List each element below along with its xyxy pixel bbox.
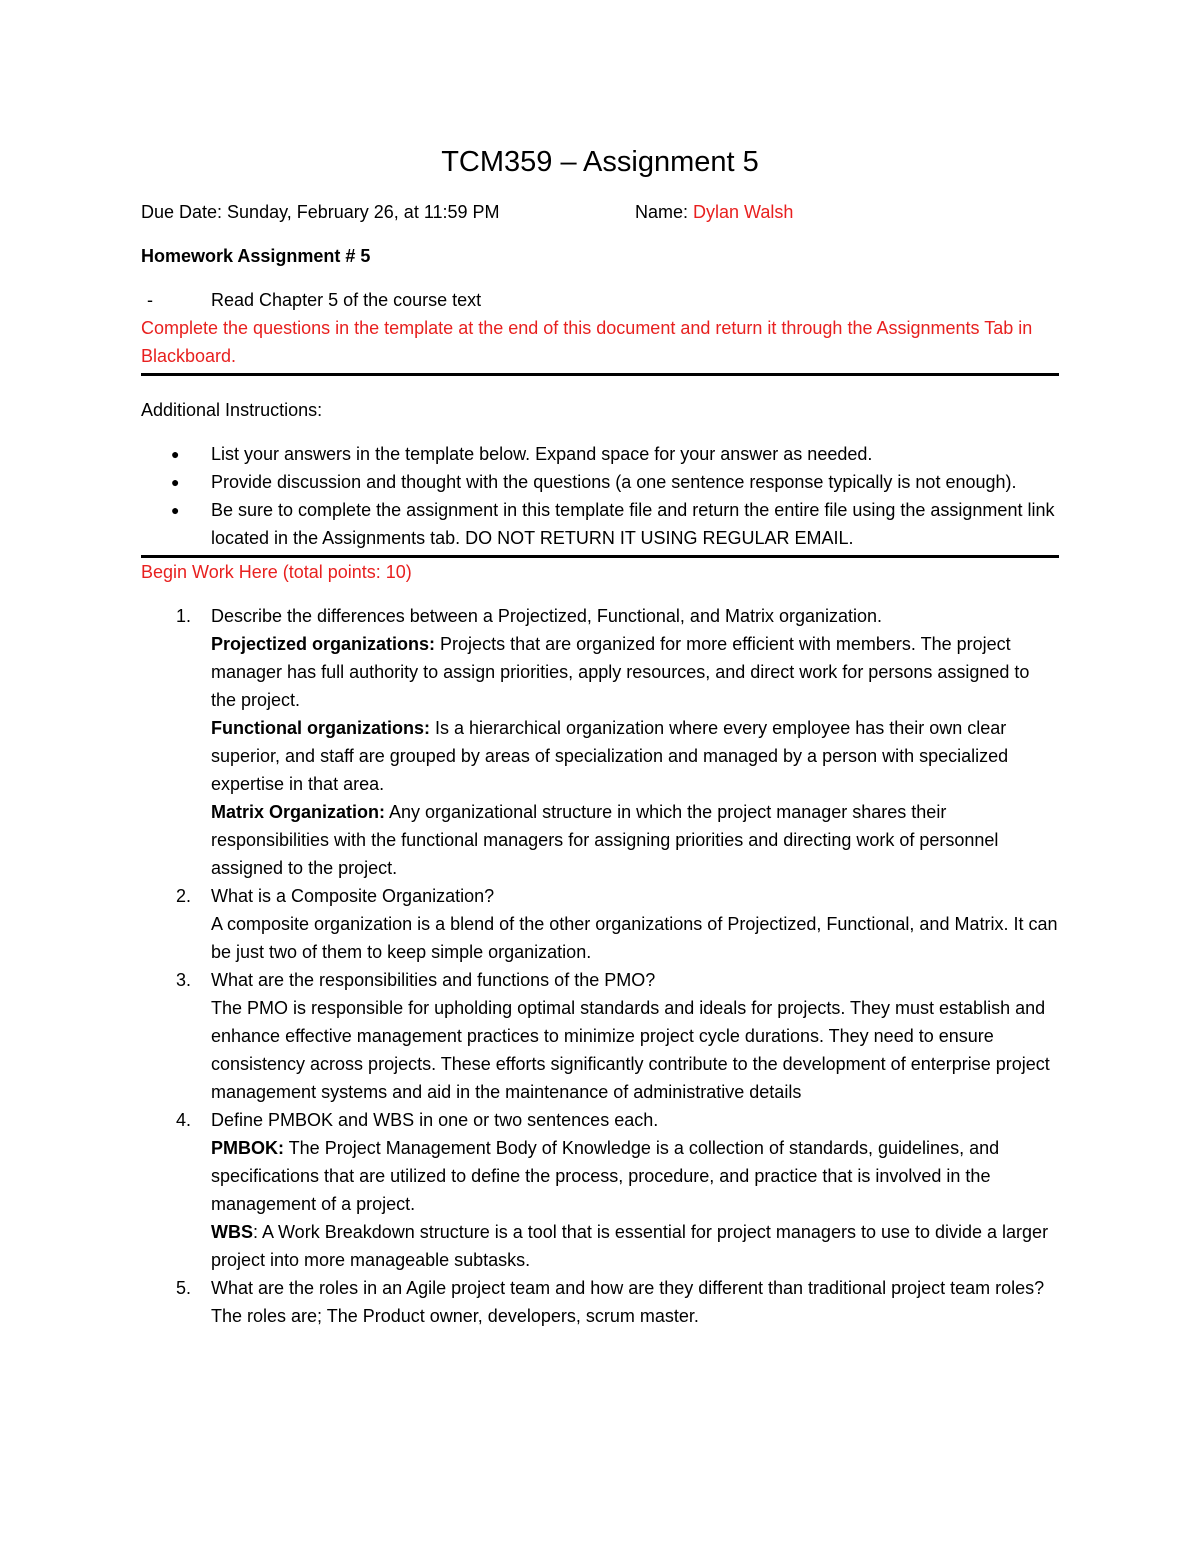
answer-paragraph bbox=[211, 630, 1059, 714]
question-number: 3. bbox=[176, 970, 192, 990]
divider-top bbox=[141, 373, 1059, 376]
answer-paragraph bbox=[211, 798, 1059, 882]
document-page bbox=[141, 140, 1059, 1330]
answer-term: Projectized organizations: bbox=[211, 634, 436, 654]
list-item-text: Provide discussion and thought with the questions (a one sentence response typically is not enough). bbox=[211, 472, 1017, 492]
instruction-list bbox=[141, 440, 1059, 552]
answer-paragraph bbox=[211, 1218, 1059, 1274]
answer-text: : A Work Breakdown structure is a tool that is essential for project managers to use to divide a larger project into more manageable subtasks. bbox=[211, 1222, 1049, 1270]
name-label: Name: bbox=[635, 202, 694, 222]
due-name-row bbox=[141, 198, 1059, 226]
question-5 bbox=[141, 1274, 1059, 1330]
homework-title: Homework Assignment # 5 bbox=[141, 246, 371, 266]
list-item-text: Be sure to complete the assignment in this template file and return the entire file using the assignment link located in the Assignments tab. DO NOT RETURN IT USING REGULAR EMAIL. bbox=[211, 500, 1055, 548]
bullet-icon: ● bbox=[171, 474, 180, 490]
name-value: Dylan Walsh bbox=[693, 202, 794, 222]
answer-text: The Project Management Body of Knowledge is a collection of standards, guidelines, and specifications that are utilized to define the process, procedure, and practice that is involved in the management of a project. bbox=[211, 1138, 1000, 1214]
bullet-icon: ● bbox=[171, 502, 180, 518]
question-2 bbox=[141, 882, 1059, 966]
question-3 bbox=[141, 966, 1059, 1106]
answer-term: PMBOK: bbox=[211, 1138, 284, 1158]
begin-work-heading: Begin Work Here (total points: 10) bbox=[141, 562, 412, 582]
read-item-row bbox=[141, 286, 1059, 314]
question-list bbox=[141, 602, 1059, 1330]
document-title: TCM359 – Assignment 5 bbox=[441, 146, 759, 178]
question-number: 5. bbox=[176, 1278, 192, 1298]
list-item bbox=[141, 496, 1059, 552]
question-text: What is a Composite Organization? bbox=[211, 886, 495, 906]
bullet-icon: ● bbox=[171, 446, 180, 462]
question-number: 4. bbox=[176, 1110, 192, 1130]
question-number: 2. bbox=[176, 886, 192, 906]
question-text: What are the roles in an Agile project team and how are they different than traditional project team roles? bbox=[211, 1278, 1045, 1298]
dash-marker: - bbox=[147, 290, 153, 310]
answer-paragraph: The roles are; The Product owner, developers, scrum master. bbox=[211, 1306, 699, 1326]
additional-instructions-title: Additional Instructions: bbox=[141, 400, 323, 420]
answer-term: Functional organizations: bbox=[211, 718, 430, 738]
answer-term: WBS bbox=[211, 1222, 253, 1242]
answer-text: Projects that are organized for more efficient with members. The project manager has full authority to assign priorities, apply resources, and direct work for persons assigned to the project. bbox=[211, 634, 1030, 710]
list-item bbox=[141, 440, 1059, 468]
due-date: Due Date: Sunday, February 26, at 11:59 PM bbox=[141, 202, 500, 222]
answer-text: Any organizational structure in which the project manager shares their responsibilities with the functional managers for assigning priorities and directing work of personnel assigned to the project. bbox=[211, 802, 999, 878]
question-number: 1. bbox=[176, 606, 192, 626]
answer-text: Is a hierarchical organization where every employee has their own clear superior, and staff are grouped by areas of specialization and managed by a person with specialized expertise in that area. bbox=[211, 718, 1009, 794]
question-text: Define PMBOK and WBS in one or two sentences each. bbox=[211, 1110, 659, 1130]
student-name bbox=[635, 198, 793, 226]
answer-paragraph bbox=[211, 714, 1059, 798]
answer-paragraph: The PMO is responsible for upholding optimal standards and ideals for projects. They must establish and enhance effective management practices to minimize project cycle durations. They need to ensure consistency across projects. These efforts significantly contribute to the development of enterprise project management systems and aid in the maintenance of administrative details bbox=[211, 998, 1050, 1102]
list-item-text: List your answers in the template below. Expand space for your answer as needed. bbox=[211, 444, 873, 464]
red-instruction: Complete the questions in the template at the end of this document and return it through the Assignments Tab in Blackboard. bbox=[141, 318, 1033, 366]
answer-paragraph bbox=[211, 1134, 1059, 1218]
answer-paragraph: A composite organization is a blend of the other organizations of Projectized, Functional, and Matrix. It can be just two of them to keep simple organization. bbox=[211, 914, 1058, 962]
answer-term: Matrix Organization: bbox=[211, 802, 386, 822]
question-text: Describe the differences between a Projectized, Functional, and Matrix organization. bbox=[211, 606, 883, 626]
question-1 bbox=[141, 602, 1059, 882]
read-item: Read Chapter 5 of the course text bbox=[211, 290, 482, 310]
question-text: What are the responsibilities and functions of the PMO? bbox=[211, 970, 656, 990]
question-4 bbox=[141, 1106, 1059, 1274]
list-item bbox=[141, 468, 1059, 496]
